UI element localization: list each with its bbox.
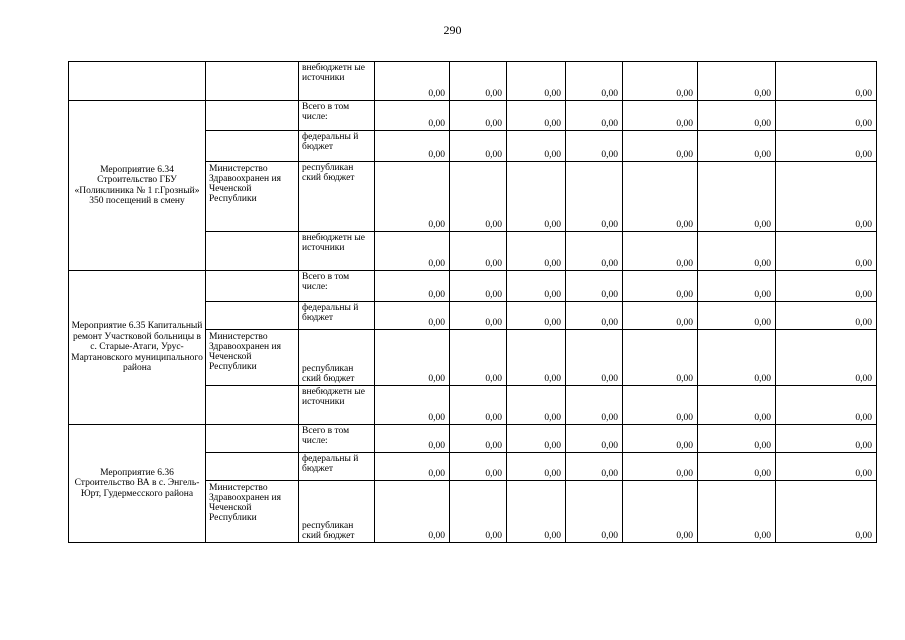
value-cell: 0,00 — [375, 62, 450, 101]
value-cell: 0,00 — [566, 162, 623, 232]
source-cell: внебюджетн ые источники — [299, 62, 375, 101]
value-cell: 0,00 — [776, 271, 877, 302]
value-cell: 0,00 — [375, 302, 450, 330]
budget-table — [68, 61, 877, 543]
executor-cell-empty — [206, 302, 299, 330]
value-cell: 0,00 — [507, 425, 566, 453]
value-cell: 0,00 — [450, 131, 507, 162]
source-cell: республикан ский бюджет — [299, 330, 375, 386]
value-cell: 0,00 — [507, 232, 566, 271]
value-cell: 0,00 — [375, 330, 450, 386]
table-row — [69, 62, 877, 101]
source-cell: Всего в том числе: — [299, 101, 375, 131]
value-cell: 0,00 — [507, 330, 566, 386]
value-cell: 0,00 — [776, 330, 877, 386]
executor-cell-empty — [206, 232, 299, 271]
value-cell: 0,00 — [623, 232, 698, 271]
executor-cell: Министерство Здравоохранен ия Чеченской Республики — [206, 162, 299, 232]
executor-cell: Министерство Здравоохранен ия Чеченской Республики — [206, 330, 299, 386]
value-cell: 0,00 — [698, 101, 776, 131]
value-cell: 0,00 — [776, 101, 877, 131]
value-cell: 0,00 — [375, 386, 450, 425]
value-cell: 0,00 — [450, 302, 507, 330]
value-cell: 0,00 — [776, 425, 877, 453]
event-title: Мероприятие 6.36 Строительство ВА в с. Энгель-Юрт, Гудермесского района — [69, 425, 206, 543]
value-cell: 0,00 — [566, 330, 623, 386]
executor-cell-empty — [206, 425, 299, 453]
value-cell: 0,00 — [776, 386, 877, 425]
executor-cell-empty — [206, 62, 299, 101]
value-cell: 0,00 — [507, 62, 566, 101]
value-cell: 0,00 — [698, 302, 776, 330]
value-cell: 0,00 — [698, 162, 776, 232]
value-cell: 0,00 — [623, 330, 698, 386]
value-cell: 0,00 — [698, 453, 776, 481]
event-cell-empty — [69, 62, 206, 101]
value-cell: 0,00 — [776, 302, 877, 330]
value-cell: 0,00 — [623, 481, 698, 543]
executor-cell-empty — [206, 271, 299, 302]
value-cell: 0,00 — [623, 425, 698, 453]
event-title: Мероприятие 6.34 Строительство ГБУ «Поликлиника № 1 г.Грозный» 350 посещений в смену — [69, 101, 206, 271]
value-cell: 0,00 — [375, 481, 450, 543]
value-cell: 0,00 — [623, 131, 698, 162]
value-cell: 0,00 — [507, 101, 566, 131]
executor-cell-empty — [206, 453, 299, 481]
value-cell: 0,00 — [566, 101, 623, 131]
value-cell: 0,00 — [776, 62, 877, 101]
source-cell: внебюджетн ые источники — [299, 386, 375, 425]
value-cell: 0,00 — [698, 62, 776, 101]
page-number: 290 — [443, 23, 462, 37]
value-cell: 0,00 — [698, 386, 776, 425]
executor-cell-empty — [206, 101, 299, 131]
value-cell: 0,00 — [375, 271, 450, 302]
value-cell: 0,00 — [566, 386, 623, 425]
value-cell: 0,00 — [507, 386, 566, 425]
value-cell: 0,00 — [776, 481, 877, 543]
value-cell: 0,00 — [375, 101, 450, 131]
value-cell: 0,00 — [507, 453, 566, 481]
value-cell: 0,00 — [566, 425, 623, 453]
source-cell: Всего в том числе: — [299, 425, 375, 453]
value-cell: 0,00 — [566, 453, 623, 481]
table-row — [69, 101, 877, 131]
value-cell: 0,00 — [623, 453, 698, 481]
value-cell: 0,00 — [507, 131, 566, 162]
value-cell: 0,00 — [776, 162, 877, 232]
value-cell: 0,00 — [450, 162, 507, 232]
value-cell: 0,00 — [566, 232, 623, 271]
value-cell: 0,00 — [698, 131, 776, 162]
value-cell: 0,00 — [507, 302, 566, 330]
value-cell: 0,00 — [698, 232, 776, 271]
value-cell: 0,00 — [450, 271, 507, 302]
source-cell: Всего в том числе: — [299, 271, 375, 302]
value-cell: 0,00 — [450, 232, 507, 271]
event-title: Мероприятие 6.35 Капитальный ремонт Участковой больницы в с. Старые-Атаги, Урус-Мартановского муниципального района — [69, 271, 206, 425]
value-cell: 0,00 — [375, 453, 450, 481]
source-cell: федеральны й бюджет — [299, 453, 375, 481]
value-cell: 0,00 — [566, 62, 623, 101]
value-cell: 0,00 — [375, 425, 450, 453]
value-cell: 0,00 — [450, 453, 507, 481]
source-cell: республикан ский бюджет — [299, 481, 375, 543]
value-cell: 0,00 — [375, 232, 450, 271]
executor-cell-empty — [206, 131, 299, 162]
table-row — [69, 271, 877, 302]
value-cell: 0,00 — [566, 481, 623, 543]
source-cell: внебюджетн ые источники — [299, 232, 375, 271]
value-cell: 0,00 — [375, 131, 450, 162]
value-cell: 0,00 — [776, 232, 877, 271]
value-cell: 0,00 — [698, 330, 776, 386]
value-cell: 0,00 — [566, 131, 623, 162]
source-cell: республикан ский бюджет — [299, 162, 375, 232]
executor-cell: Министерство Здравоохранен ия Чеченской Республики — [206, 481, 299, 543]
value-cell: 0,00 — [776, 131, 877, 162]
value-cell: 0,00 — [698, 271, 776, 302]
value-cell: 0,00 — [698, 425, 776, 453]
value-cell: 0,00 — [623, 101, 698, 131]
value-cell: 0,00 — [507, 271, 566, 302]
value-cell: 0,00 — [450, 481, 507, 543]
table-row — [69, 425, 877, 453]
executor-cell-empty — [206, 386, 299, 425]
value-cell: 0,00 — [623, 386, 698, 425]
value-cell: 0,00 — [450, 101, 507, 131]
value-cell: 0,00 — [623, 62, 698, 101]
value-cell: 0,00 — [450, 62, 507, 101]
value-cell: 0,00 — [566, 271, 623, 302]
value-cell: 0,00 — [450, 425, 507, 453]
value-cell: 0,00 — [623, 162, 698, 232]
value-cell: 0,00 — [623, 302, 698, 330]
value-cell: 0,00 — [507, 481, 566, 543]
value-cell: 0,00 — [375, 162, 450, 232]
value-cell: 0,00 — [698, 481, 776, 543]
source-cell: федеральны й бюджет — [299, 131, 375, 162]
value-cell: 0,00 — [623, 271, 698, 302]
value-cell: 0,00 — [776, 453, 877, 481]
source-cell: федеральны й бюджет — [299, 302, 375, 330]
value-cell: 0,00 — [450, 330, 507, 386]
value-cell: 0,00 — [566, 302, 623, 330]
value-cell: 0,00 — [507, 162, 566, 232]
value-cell: 0,00 — [450, 386, 507, 425]
